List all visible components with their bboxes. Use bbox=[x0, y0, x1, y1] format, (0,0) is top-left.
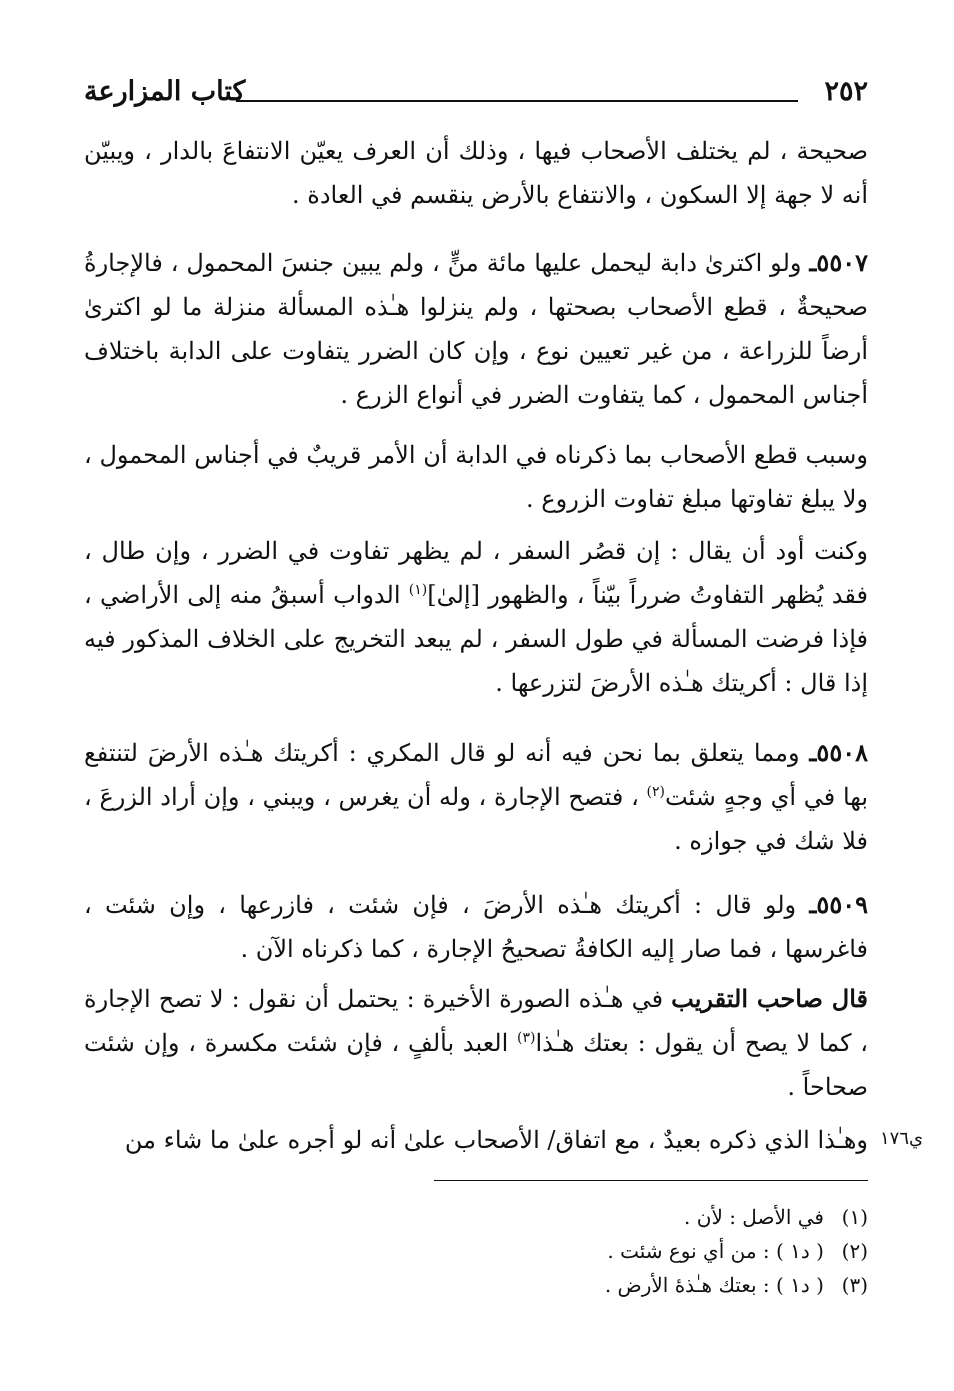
book-title: كتاب المزارعة bbox=[84, 76, 246, 107]
header-rule bbox=[236, 100, 798, 102]
paragraph-5508 bbox=[84, 731, 868, 863]
page-number: ٢٥٢ bbox=[824, 76, 868, 107]
issue-number: ٥٥٠٧ـ bbox=[809, 248, 868, 277]
paragraph-text-cont: ، فتصح الإجارة ، وله أن يغرس ، ويبني ، وإن أراد الزرعَ ، فلا شك في جوازه . bbox=[84, 783, 868, 855]
paragraph-4 bbox=[84, 529, 868, 705]
paragraph-text-cont: الدواب أسبقُ منه إلى الأراضي ، فإذا فرضت المسألة في طول السفر ، لم يبعد التخريج على الخلاف المذكور فيه إذا قال : أكريتك هـٰذه الأرضَ لتزرعها . bbox=[84, 581, 868, 697]
paragraph-5509 bbox=[84, 883, 868, 971]
footnote-number: (١) bbox=[841, 1205, 868, 1229]
cited-author: قال صاحب التقريب bbox=[671, 984, 868, 1013]
paragraph-text: وكنت أود أن يقال : إن قصُر السفر ، لم يظهر تفاوت في الضرر ، وإن طال ، فقد يُظهر التفاوتُ ضرراً بيّناً ، والظهور [إلىٰ] bbox=[84, 537, 868, 609]
paragraph-8 bbox=[84, 1118, 868, 1162]
issue-number: ٥٥٠٩ـ bbox=[809, 890, 868, 919]
paragraph-text: في هـٰذه الصورة الأخيرة : يحتمل أن نقول : لا تصح الإجارة ، كما لا يصح أن يقول : بعتك هـٰذا bbox=[84, 985, 868, 1057]
footnote-separator bbox=[434, 1180, 868, 1181]
paragraph-text: ولو اكترىٰ دابة ليحمل عليها مائة منٍّ ، ولم يبين جنسَ المحمول ، فالإجارةُ صحيحةٌ ، قطع الأصحاب بصحتها ، ولم ينزلوا هـٰذه المسألة منزلة ما لو اكترىٰ أرضاً للزراعة ، من غير تعيين نوع ، وإن كان الضرر يتفاوت على الدابة باختلاف أجناس المحمول ، كما يتفاوت الضرر في أنواع الزرع . bbox=[84, 249, 868, 409]
footnote-2 bbox=[605, 1234, 868, 1268]
paragraph-text: ومما يتعلق بما نحن فيه أنه لو قال المكري : أكريتك هـٰذه الأرضَ لتنتفع بها في أي وجهٍ شئت bbox=[84, 739, 868, 811]
paragraph-text: وسبب قطع الأصحاب بما ذكرناه في الدابة أن الأمر قريبٌ في أجناس المحمول ، ولا يبلغ تفاوتها مبلغ تفاوت الزروع . bbox=[84, 441, 868, 513]
paragraph-text: وهـٰذا الذي ذكره بعيدٌ ، مع اتفاق/ الأصحاب علىٰ أنه لو أجره علىٰ ما شاء من bbox=[124, 1126, 868, 1154]
page-header bbox=[84, 76, 868, 120]
footnote-1 bbox=[605, 1200, 868, 1234]
footnote-3 bbox=[605, 1268, 868, 1302]
footnotes bbox=[605, 1200, 868, 1302]
footnote-text: في الأصل : لأن . bbox=[684, 1205, 824, 1229]
footnote-number: (٣) bbox=[841, 1273, 868, 1297]
paragraph-1 bbox=[84, 129, 868, 217]
margin-folio-note: ي١٧٦ bbox=[880, 1128, 924, 1149]
footnote-ref-1[interactable]: (١) bbox=[408, 582, 428, 598]
paragraph-text-cont: العبد بألفٍ ، فإن شئت مكسرة ، وإن شئت صحاحاً . bbox=[84, 1029, 868, 1101]
paragraph-3 bbox=[84, 433, 868, 521]
footnote-ref-2[interactable]: (٢) bbox=[646, 784, 665, 800]
footnote-text: ( د١ ) : من أي نوع شئت . bbox=[607, 1239, 824, 1263]
issue-number: ٥٥٠٨ـ bbox=[809, 738, 868, 767]
paragraph-text: صحيحة ، لم يختلف الأصحاب فيها ، وذلك أن العرف يعيّن الانتفاعَ بالدار ، ويبيّن أنه لا جهة إلا السكون ، والانتفاع بالأرض ينقسم في العادة . bbox=[84, 137, 868, 209]
paragraph-text: ولو قال : أكريتك هـٰذه الأرضَ ، فإن شئت ، فازرعها ، وإن شئت ، فاغرسها ، فما صار إليه الكافةُ تصحيحُ الإجارة ، كما ذكرناه الآن . bbox=[84, 891, 868, 963]
footnote-ref-3[interactable]: (٣) bbox=[517, 1030, 536, 1046]
paragraph-5507 bbox=[84, 241, 868, 417]
paragraph-7 bbox=[84, 977, 868, 1109]
footnote-number: (٢) bbox=[841, 1239, 868, 1263]
footnote-text: ( د١ ) : بعتك هـٰذهٔ الأرض . bbox=[604, 1273, 824, 1297]
